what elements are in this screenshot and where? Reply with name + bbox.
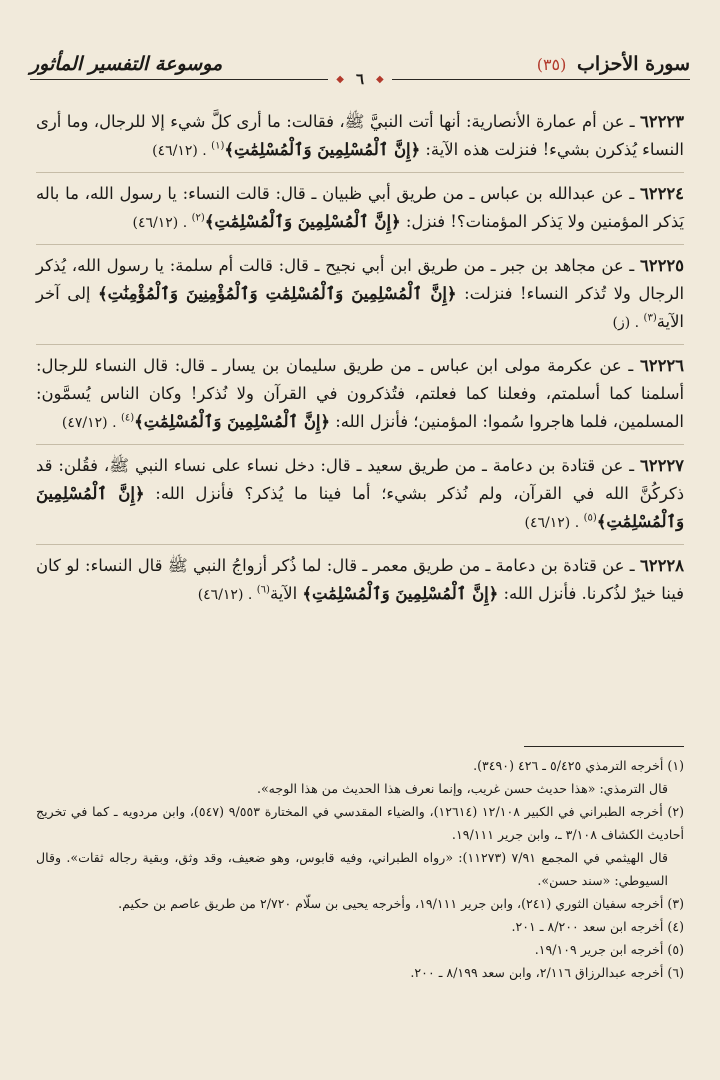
volume-reference: . (ز)	[612, 315, 644, 331]
quran-verse: ﴿إِنَّ ٱلْمُسْلِمِينَ وَٱلْمُسْلِمَٰتِ﴾	[224, 140, 421, 159]
footnote-marker[interactable]: (٤)	[120, 412, 135, 424]
narrations-list	[36, 108, 684, 623]
narration-entry	[36, 252, 684, 345]
volume-reference: . (٤٦/١٢)	[132, 215, 192, 231]
header-rule-left	[30, 79, 328, 80]
footnote-item: (٣) أخرجه سفيان الثوري (٢٤١)، وابن جرير ١٩/١١١، وأخرجه يحيى بن سلّام ٢/٧٢٠ من طريق عاصم بن حكيم.	[118, 896, 684, 911]
narration-entry	[36, 452, 684, 545]
quran-verse: ﴿إِنَّ ٱلْمُسْلِمِينَ وَٱلْمُسْلِمَٰتِ﴾	[204, 212, 401, 231]
narration-number: ٦٢٢٢٥	[639, 256, 684, 275]
footnote-separator	[524, 746, 684, 747]
ornament-diamond-icon: ◆	[336, 73, 344, 85]
footnote-item: (٢) أخرجه الطبراني في الكبير ١٢/١٠٨ (١٢٦١٤)، والضياء المقدسي في المختارة ٩/٥٥٣ (٥٤٧)، وابن مردويه ـ كما في تخريج أحاديث الكشاف ٣/١٠٨ ـ، وابن جرير ١٩/١١١.	[36, 804, 684, 842]
narration-text: ـ عن عبدالله بن عباس ـ من طريق أبي ظبيان ـ قال: قالت النساء: يا رسول الله، ما باله يَذكر المؤمنين ولا يَذكر المؤمنات؟! فنزل:	[36, 184, 684, 231]
narration-text: ـ عن أم عمارة الأنصارية: أنها أتت النبيَّ ﷺ، فقالت: ما أرى كلَّ شيء إلا للرجال، وما أرى النساء يُذكرن بشيء! فنزلت هذه الآية:	[36, 112, 684, 159]
volume-reference: . (٤٧/١٢)	[61, 415, 121, 431]
footnotes-section	[36, 754, 684, 984]
narration-entry	[36, 552, 684, 616]
volume-reference: . (٤٦/١٢)	[524, 515, 584, 531]
header-rule	[30, 72, 690, 86]
narration-text: ـ عن قتادة بن دعامة ـ من طريق معمر ـ قال: لما ذُكر أزواجُ النبي ﷺ قال النساء: لو كان فينا خيرٌ لذُكرنا. فأنزل الله:	[36, 556, 684, 603]
footnote-marker[interactable]: (٦)	[256, 584, 270, 596]
narration-text: ـ عن قتادة بن دعامة ـ من طريق سعيد ـ قال: دخل نساء على نساء النبي ﷺ، فقُلن: قد ذكركُنَّ الله في القرآن، ولم نُذكر بشيء؛ أما فينا ما يُذكر؟ فأنزل الله:	[36, 456, 685, 503]
narration-number: ٦٢٢٢٧	[639, 456, 684, 475]
narration-entry	[36, 108, 684, 173]
narration-text: ـ عن عكرمة مولى ابن عباس ـ من طريق سليمان بن يسار ـ قال: قال النساء للرجال: أسلمنا كما أسلمتم، وفعلنا كما فعلتم، فتُذكرون في القرآن ولا نُذكر! وكان الناس يُسمَّون: المسلمين، فلما هاجروا سُموا: المؤمنين؛ فأنزل الله:	[36, 356, 684, 431]
footnote-marker[interactable]: (٢)	[191, 212, 205, 224]
footnote-marker[interactable]: (٣)	[643, 312, 657, 324]
series-title: موسوعة التفسير المأثور	[30, 53, 223, 75]
footnote-item: (٤) أخرجه ابن سعد ٨/٢٠٠ ـ ٢٠١.	[511, 919, 684, 934]
narration-number: ٦٢٢٢٦	[639, 356, 684, 375]
surah-name: سورة الأحزاب	[577, 53, 690, 75]
surah-number: (٣٥)	[536, 55, 567, 74]
narration-number: ٦٢٢٢٨	[639, 556, 684, 575]
ornament-diamond-icon: ◆	[376, 73, 384, 85]
quran-verse: ﴿إِنَّ ٱلْمُسْلِمِينَ وَٱلْمُسْلِمَٰتِ﴾	[134, 412, 331, 431]
header-rule-right	[392, 79, 690, 80]
quran-verse: ﴿إِنَّ ٱلْمُسْلِمِينَ وَٱلْمُسْلِمَٰتِ وَٱلْمُؤْمِنِينَ وَٱلْمُؤْمِنَٰتِ﴾	[98, 284, 457, 303]
volume-reference: . (٤٦/١٢)	[197, 587, 257, 603]
footnote-comment: قال الترمذي: «هذا حديث حسن غريب، وإنما نعرف هذا الحديث من هذا الوجه».	[256, 781, 668, 796]
narration-tail: الآية	[269, 584, 303, 603]
narration-tail: إلى آخر الآية	[36, 284, 684, 331]
narration-number: ٦٢٢٢٤	[639, 184, 684, 203]
quran-verse: ﴿إِنَّ ٱلْمُسْلِمِينَ وَٱلْمُسْلِمَٰتِ﴾	[302, 584, 499, 603]
footnote-item: (١) أخرجه الترمذي ٥/٤٢٥ ـ ٤٢٦ (٣٤٩٠).	[473, 758, 684, 773]
footnote-comment: قال الهيثمي في المجمع ٧/٩١ (١١٢٧٣): «رواه الطبراني، وفيه قابوس، وهو ضعيف، وقد وثق، وبقية رجاله ثقات». وقال السيوطي: «سند حسن».	[36, 850, 668, 888]
footnote-item: (٦) أخرجه عبدالرزاق ٢/١١٦، وابن سعد ٨/١٩٩ ـ ٢٠٠.	[410, 965, 684, 980]
narration-entry	[36, 352, 684, 445]
narration-entry	[36, 180, 684, 245]
footnote-item: (٥) أخرجه ابن جرير ١٩/١٠٩.	[534, 942, 684, 957]
page-number: ٦	[355, 70, 365, 88]
volume-reference: . (٤٦/١٢)	[152, 143, 212, 159]
narration-number: ٦٢٢٢٣	[639, 112, 684, 131]
footnote-marker[interactable]: (١)	[211, 140, 225, 152]
quran-verse: ﴿إِنَّ ٱلْمُسْلِمِينَ وَٱلْمُسْلِمَٰتِ﴾	[36, 484, 684, 531]
narration-text: ـ عن مجاهد بن جبر ـ من طريق ابن أبي نجيح ـ قال: قالت أم سلمة: يا رسول الله، يُذكر الرجال ولا تُذكر النساء! فنزلت:	[36, 256, 685, 303]
footnote-marker[interactable]: (٥)	[583, 512, 597, 524]
